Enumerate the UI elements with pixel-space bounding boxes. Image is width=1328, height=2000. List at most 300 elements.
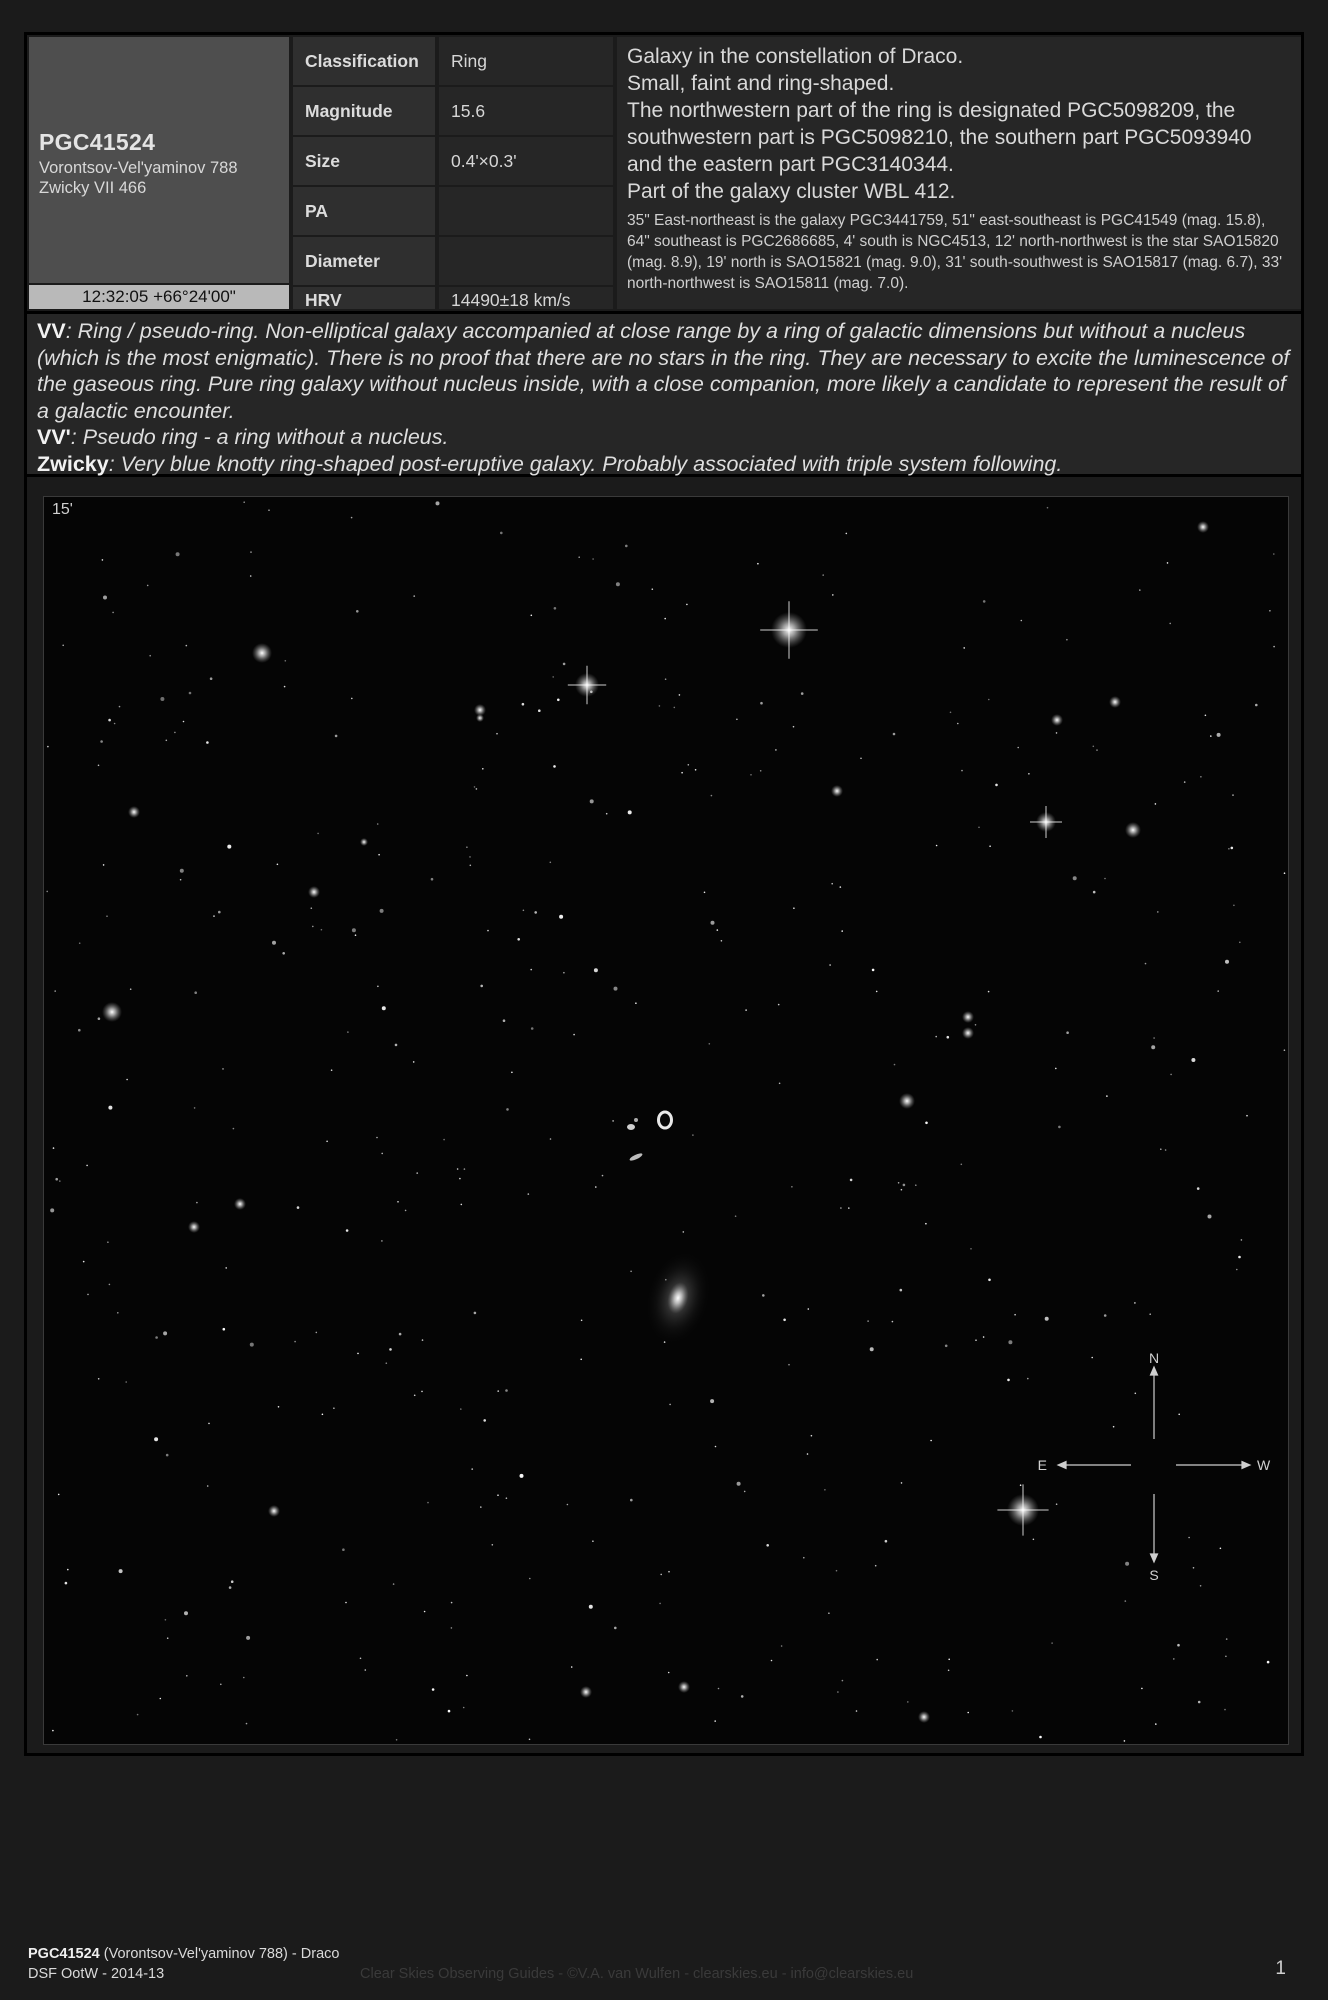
faint-star	[497, 1390, 499, 1392]
faint-star	[492, 1544, 494, 1546]
faint-star	[125, 1381, 127, 1383]
faint-star	[1160, 1148, 1162, 1150]
companion-galaxy	[634, 1118, 638, 1122]
faint-star	[950, 712, 952, 714]
faint-star	[326, 1141, 328, 1143]
faint-star	[630, 1271, 632, 1273]
faint-star	[907, 1701, 909, 1703]
faint-star	[664, 618, 666, 620]
bright-star	[102, 1002, 122, 1022]
faint-star	[988, 699, 990, 701]
faint-star	[196, 1202, 198, 1204]
footer-title	[28, 1944, 339, 1964]
faint-star	[961, 770, 963, 772]
faint-star	[421, 1391, 423, 1393]
faint-star	[963, 647, 965, 649]
faint-star	[762, 1294, 765, 1297]
companion-galaxy	[629, 1152, 644, 1162]
faint-star	[1135, 1393, 1137, 1395]
faint-star	[553, 765, 556, 768]
faint-star	[1231, 847, 1234, 850]
note-vv	[37, 318, 1291, 424]
faint-star	[103, 596, 107, 600]
faint-star	[1210, 735, 1212, 737]
faint-star	[925, 1122, 928, 1125]
faint-star	[840, 886, 842, 888]
properties-table	[293, 37, 613, 309]
faint-star	[715, 1446, 717, 1448]
faint-star	[1255, 704, 1258, 707]
faint-star	[218, 911, 221, 914]
faint-star	[457, 1168, 459, 1170]
faint-star	[432, 1688, 435, 1691]
faint-star	[474, 786, 476, 788]
faint-star	[413, 1061, 415, 1063]
faint-star	[1008, 1340, 1012, 1344]
faint-star	[978, 827, 980, 829]
faint-star	[321, 929, 323, 931]
faint-star	[480, 717, 482, 719]
faint-star	[79, 942, 81, 944]
alt-name-zwicky: Zwicky VII 466	[39, 179, 147, 197]
description-line: Small, faint and ring-shaped.	[627, 72, 895, 95]
faint-star	[900, 1289, 903, 1292]
faint-star	[250, 551, 252, 553]
faint-star	[397, 1201, 399, 1203]
faint-star	[360, 1658, 362, 1660]
faint-star	[1232, 794, 1234, 796]
faint-star	[443, 1139, 445, 1141]
faint-star	[875, 1565, 877, 1567]
property-label: HRV	[293, 287, 435, 309]
faint-star	[567, 1504, 569, 1506]
property-row-magnitude	[293, 87, 613, 135]
faint-star	[46, 891, 48, 893]
faint-star	[65, 1582, 68, 1585]
faint-star	[930, 1440, 932, 1442]
faint-star	[961, 1164, 963, 1166]
faint-star	[1033, 1539, 1035, 1541]
faint-star	[1073, 876, 1077, 880]
faint-star	[108, 719, 111, 722]
faint-star	[674, 707, 676, 709]
bright-star	[1197, 521, 1209, 533]
faint-star	[282, 952, 285, 955]
faint-star	[1051, 1642, 1053, 1644]
faint-star	[1093, 891, 1096, 894]
faint-star	[53, 1147, 55, 1149]
faint-star	[1153, 1037, 1155, 1039]
faint-star	[522, 703, 525, 706]
faint-star	[335, 735, 338, 738]
companion-galaxy	[627, 1124, 635, 1130]
compass-west: W	[1257, 1457, 1271, 1473]
faint-star	[721, 940, 723, 942]
faint-star	[1155, 1723, 1157, 1725]
faint-star	[534, 911, 537, 914]
faint-star	[272, 941, 276, 945]
faint-star	[1124, 1740, 1126, 1742]
faint-star	[1167, 562, 1169, 564]
faint-star	[970, 1248, 972, 1250]
faint-star	[915, 1184, 917, 1186]
faint-star	[220, 1684, 222, 1686]
faint-star	[233, 1128, 235, 1130]
faint-star	[717, 929, 719, 931]
faint-star	[660, 1574, 662, 1576]
faint-star	[480, 1506, 482, 1508]
faint-star	[554, 607, 557, 610]
faint-star	[83, 1261, 85, 1263]
faint-star	[355, 934, 357, 936]
faint-star	[165, 1619, 167, 1621]
faint-star	[243, 1677, 245, 1679]
faint-star	[108, 1106, 112, 1110]
faint-star	[892, 1321, 894, 1323]
faint-star	[520, 1474, 524, 1478]
faint-star	[709, 1043, 711, 1045]
bright-star	[831, 785, 843, 797]
faint-star	[778, 1004, 780, 1006]
faint-star	[898, 1182, 900, 1184]
faint-star	[389, 1348, 392, 1351]
property-row-classification	[293, 37, 613, 85]
faint-star	[659, 1603, 661, 1605]
faint-star	[107, 1241, 109, 1243]
faint-star	[98, 765, 100, 767]
faint-star	[822, 574, 824, 576]
footer-object-detail: (Vorontsov-Vel'yaminov 788) - Draco	[99, 1946, 340, 1962]
faint-star	[711, 795, 713, 797]
faint-star	[867, 1320, 869, 1322]
bright-star	[1109, 696, 1121, 708]
note-text: : Ring / pseudo-ring. Non-elliptical galaxy accompanied at close range by a ring of galactic dimensions but without a nucleus (which is the most enigmatic). There is no proof that there are no stars in the ring. They are necessary to excite the luminescence of the gaseous ring. Pure ring galaxy without nucleus inside, with a close companion, more likely a candidate to represent the result of a galactic encounter.	[37, 319, 1290, 423]
faint-star	[466, 846, 468, 848]
diffraction-spike	[760, 601, 818, 659]
faint-star	[186, 1675, 188, 1677]
faint-star	[194, 991, 197, 994]
faint-star	[779, 1083, 781, 1085]
faint-star	[1028, 773, 1030, 775]
bright-star	[580, 1686, 592, 1698]
faint-star	[1169, 623, 1171, 625]
faint-star	[414, 1395, 416, 1397]
faint-star	[668, 1672, 670, 1674]
faint-star	[98, 1017, 101, 1020]
faint-star	[801, 692, 804, 695]
faint-star	[470, 865, 472, 867]
ring-galaxy	[659, 1112, 672, 1128]
footer-credit: Clear Skies Observing Guides - ©V.A. van Wulfen - clearskies.eu - info@clearskies.eu	[360, 1966, 914, 1982]
faint-star	[1238, 1256, 1241, 1259]
faint-star	[1039, 1736, 1042, 1739]
diffraction-spike	[1030, 806, 1062, 838]
faint-star	[377, 986, 379, 988]
faint-star	[783, 1319, 786, 1322]
faint-star	[284, 686, 286, 688]
faint-star	[948, 1659, 950, 1661]
property-label: Magnitude	[293, 87, 435, 135]
faint-star	[58, 1494, 60, 1496]
sky-image	[43, 496, 1289, 1745]
faint-star	[630, 1499, 633, 1502]
faint-star	[500, 532, 503, 535]
faint-star	[995, 784, 998, 787]
faint-star	[842, 1680, 844, 1682]
faint-star	[1200, 776, 1202, 778]
faint-star	[130, 988, 132, 990]
faint-star	[983, 1336, 985, 1338]
faint-star	[1104, 1314, 1107, 1317]
faint-star	[55, 1178, 58, 1181]
faint-star	[246, 1723, 248, 1725]
faint-star	[1125, 1600, 1127, 1602]
faint-star	[322, 1414, 324, 1416]
faint-star	[180, 869, 184, 873]
faint-star	[229, 1586, 232, 1589]
faint-star	[714, 1720, 716, 1722]
faint-star	[848, 1207, 850, 1209]
faint-star	[592, 558, 594, 560]
faint-star	[1058, 1126, 1061, 1129]
faint-star	[872, 969, 875, 972]
faint-star	[176, 552, 180, 556]
faint-star	[469, 856, 471, 858]
page-number: 1	[1275, 1958, 1286, 1979]
faint-star	[530, 969, 532, 971]
faint-star	[1200, 1585, 1202, 1587]
faint-star	[78, 1029, 81, 1032]
faint-star	[741, 1695, 744, 1698]
faint-star	[1066, 1031, 1069, 1034]
faint-star	[528, 1193, 530, 1195]
faint-star	[840, 1207, 842, 1209]
faint-star	[659, 705, 661, 707]
faint-star	[824, 1489, 826, 1491]
faint-star	[1141, 1688, 1143, 1690]
faint-star	[665, 678, 667, 680]
property-label: Diameter	[293, 237, 435, 285]
compass-north: N	[1148, 1350, 1160, 1366]
faint-star	[380, 909, 384, 913]
faint-star	[1226, 1638, 1228, 1640]
bright-star	[234, 1198, 246, 1210]
faint-star	[1157, 911, 1159, 913]
faint-star	[791, 1186, 793, 1188]
faint-star	[207, 1485, 209, 1487]
faint-star	[1151, 1045, 1155, 1049]
faint-star	[988, 991, 990, 993]
faint-star	[1149, 1313, 1151, 1315]
bright-star	[962, 1027, 974, 1039]
faint-star	[297, 1206, 300, 1209]
faint-star	[1173, 1658, 1175, 1660]
property-value	[439, 237, 613, 285]
faint-star	[451, 1627, 453, 1629]
faint-star	[464, 1168, 466, 1170]
faint-star	[744, 1491, 746, 1493]
faint-star	[1155, 803, 1157, 805]
faint-star	[460, 1408, 462, 1410]
bright-star	[899, 1093, 915, 1109]
bright-star	[1051, 714, 1063, 726]
faint-star	[1106, 1095, 1108, 1097]
faint-star	[137, 1714, 139, 1716]
faint-star	[1224, 1709, 1226, 1711]
faint-star	[1193, 1567, 1195, 1569]
faint-star	[686, 604, 688, 606]
property-value: Ring	[439, 37, 613, 85]
faint-star	[436, 501, 440, 505]
faint-star	[757, 563, 759, 565]
faint-star	[1091, 1357, 1093, 1359]
faint-star	[1045, 1317, 1049, 1321]
faint-star	[166, 1454, 169, 1457]
faint-star	[876, 1659, 878, 1661]
object-name: PGC41524	[39, 129, 156, 155]
faint-star	[1066, 639, 1068, 641]
faint-star	[557, 699, 560, 702]
faint-star	[126, 1079, 128, 1081]
faint-star	[1198, 1701, 1201, 1704]
faint-star	[901, 1482, 903, 1484]
coordinates: 12:32:05 +66°24'00"	[29, 285, 289, 309]
faint-star	[285, 660, 287, 662]
property-row-diameter	[293, 237, 613, 285]
faint-star	[506, 1108, 509, 1111]
faint-star	[50, 1208, 54, 1212]
faint-star	[381, 1153, 383, 1155]
faint-star	[352, 928, 356, 932]
faint-star	[989, 845, 991, 847]
faint-star	[718, 1688, 720, 1690]
property-row-size	[293, 137, 613, 185]
faint-star	[54, 990, 56, 992]
description-line: The northwestern part of the ring is designated PGC5098209, the southwestern part is PGC5098210, the southern part PGC5093940 and the eastern part PGC3140344.	[627, 99, 1252, 176]
faint-star	[399, 1333, 402, 1336]
note-source: Zwicky	[37, 451, 109, 476]
faint-star	[1145, 963, 1147, 965]
faint-star	[47, 746, 49, 748]
faint-star	[1165, 1149, 1167, 1151]
faint-star	[1178, 1414, 1180, 1416]
faint-star	[679, 694, 681, 696]
alt-name-vv: Vorontsov-Vel'yaminov 788	[39, 159, 238, 177]
faint-star	[87, 1294, 89, 1296]
faint-star	[357, 1353, 359, 1355]
faint-star	[1134, 1302, 1136, 1304]
faint-star	[461, 1204, 463, 1206]
note-zwicky	[37, 451, 1291, 478]
faint-star	[189, 692, 192, 695]
faint-star	[793, 726, 795, 728]
faint-star	[106, 915, 108, 917]
faint-star	[413, 595, 415, 597]
faint-star	[775, 749, 777, 751]
faint-star	[550, 862, 552, 864]
faint-star	[497, 1494, 499, 1496]
faint-star	[559, 915, 563, 919]
faint-star	[681, 772, 683, 774]
faint-star	[652, 588, 654, 590]
compass-rose	[1058, 1367, 1250, 1562]
faint-star	[760, 770, 762, 772]
faint-star	[781, 1645, 783, 1647]
faint-star	[103, 864, 105, 866]
faint-star	[210, 677, 213, 680]
faint-star	[563, 663, 566, 666]
faint-star	[1055, 1068, 1057, 1070]
faint-star	[988, 1279, 991, 1282]
faint-star	[422, 1339, 424, 1341]
faint-star	[625, 545, 628, 548]
faint-star	[595, 1186, 597, 1188]
faint-star	[112, 612, 114, 614]
property-label: Size	[293, 137, 435, 185]
faint-star	[424, 1611, 426, 1613]
faint-star	[517, 938, 520, 941]
faint-star	[788, 1364, 790, 1366]
faint-star	[581, 1320, 583, 1322]
faint-star	[1239, 942, 1241, 944]
faint-star	[1246, 1115, 1248, 1117]
faint-star	[836, 1570, 838, 1572]
faint-star	[828, 1612, 830, 1614]
sheet-frame	[24, 32, 1304, 1756]
faint-star	[760, 702, 763, 705]
faint-star	[1139, 589, 1141, 591]
faint-star	[1273, 646, 1275, 648]
faint-star	[1113, 1426, 1115, 1428]
faint-star	[278, 1406, 280, 1408]
catalog-notes	[27, 311, 1301, 477]
faint-star	[378, 854, 380, 856]
faint-star	[1217, 733, 1221, 737]
faint-star	[382, 1006, 386, 1010]
faint-star	[294, 1341, 296, 1343]
faint-star	[846, 533, 848, 535]
star-field	[44, 497, 1288, 1744]
bright-star	[678, 1681, 690, 1693]
faint-star	[98, 1378, 100, 1380]
faint-star	[735, 1215, 737, 1217]
faint-star	[894, 1064, 896, 1066]
faint-star	[114, 723, 116, 725]
faint-star	[331, 1069, 333, 1071]
faint-star	[893, 733, 896, 736]
faint-star	[194, 1107, 196, 1109]
faint-star	[831, 883, 833, 885]
faint-star	[431, 878, 434, 881]
faint-star	[750, 774, 752, 776]
faint-star	[427, 1502, 429, 1504]
property-label: Classification	[293, 37, 435, 85]
faint-star	[1104, 878, 1106, 880]
faint-star	[841, 930, 843, 932]
faint-star	[590, 799, 594, 803]
faint-star	[381, 1240, 383, 1242]
faint-star	[573, 1034, 575, 1036]
faint-star	[602, 1175, 604, 1177]
faint-star	[580, 1359, 582, 1361]
faint-star	[1191, 1058, 1195, 1062]
faint-star	[811, 1435, 813, 1437]
faint-star	[393, 1583, 395, 1585]
stars	[46, 501, 1285, 1741]
bright-star	[1125, 822, 1141, 838]
faint-star	[592, 1540, 594, 1542]
faint-star	[590, 691, 593, 694]
